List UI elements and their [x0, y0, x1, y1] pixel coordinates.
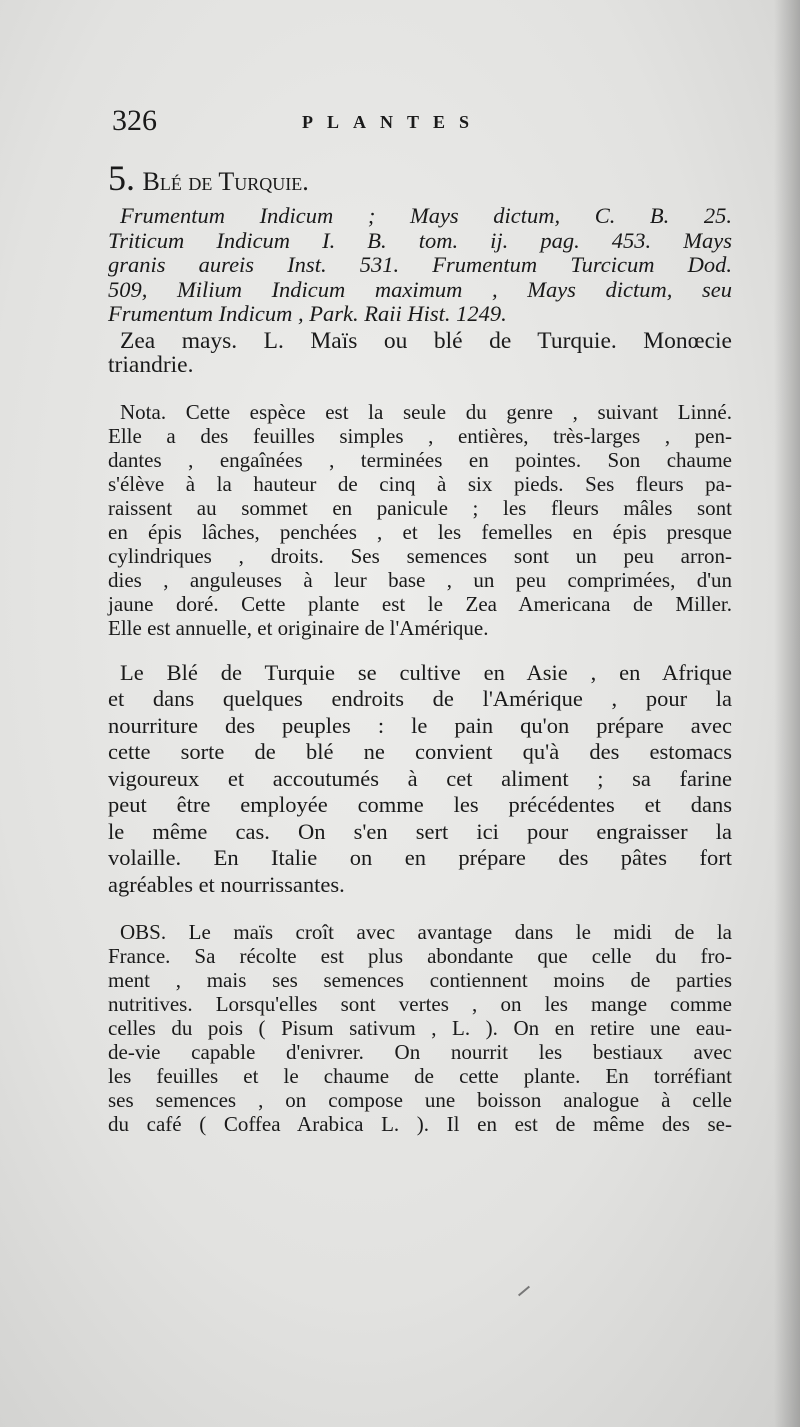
synonymy-line: Triticum Indicum I. B. tom. ij. pag. 453. Mays [108, 227, 732, 253]
linnaean-line: triandrie. [108, 352, 194, 378]
usage-line: peut être employée comme les précédentes et dans [108, 792, 732, 817]
linnaean-line: Zea mays. L. Maïs ou blé de Turquie. Monœcie [120, 327, 732, 354]
synonymy-line: granis aureis Inst. 531. Frumentum Turcicum Dod. [108, 252, 732, 277]
usage-line: volaille. En Italie on en prépare des pâtes fort [108, 845, 732, 870]
obs-line: ment , mais ses semences contiennent moins de parties [108, 968, 732, 992]
nota-line: Elle est annuelle, et originaire de l'Amérique. [108, 615, 489, 640]
obs-line: de-vie capable d'enivrer. On nourrit les bestiaux avec [108, 1040, 732, 1064]
ink-mark [518, 1286, 530, 1297]
nota-paragraph [108, 400, 732, 640]
synonymy-block [108, 204, 732, 327]
page-number: 326 [112, 104, 157, 137]
usage-paragraph [108, 660, 732, 899]
nota-line: dantes , engaînées , terminées en pointes. Son chaume [108, 447, 732, 472]
page-gutter-shadow [774, 0, 800, 1427]
usage-line: et dans quelques endroits de l'Amérique , pour la [108, 686, 732, 711]
usage-line: le même cas. On s'en sert ici pour engraisser la [108, 818, 732, 844]
synonymy-line: Frumentum Indicum ; Mays dictum, C. B. 25. [120, 203, 732, 228]
synonymy-line: 509, Milium Indicum maximum , Mays dictum, seu [108, 276, 732, 302]
entry-title: Blé de Turquie. [142, 167, 309, 196]
obs-line: ses semences , on compose une boisson analogue à celle [108, 1088, 732, 1112]
page-header [112, 104, 712, 144]
nota-line: dies , anguleuses à leur base , un peu comprimées, d'un [108, 567, 732, 592]
body-text [108, 160, 732, 1136]
nota-line: cylindriques , droits. Ses semences sont un peu arron- [108, 543, 732, 568]
usage-line: vigoureux et accoutumés à cet aliment ; sa farine [108, 765, 732, 791]
nota-line: en épis lâches, penchées , et les femelles en épis presque [108, 519, 732, 544]
nota-line: raissent au sommet en panicule ; les fleurs mâles sont [108, 495, 732, 520]
nota-line: Elle a des feuilles simples , entières, très-larges , pen- [108, 423, 732, 448]
linnaean-name-block [108, 329, 732, 378]
obs-paragraph [108, 920, 732, 1136]
obs-line: du café ( Coffea Arabica L. ). Il en est de même des se- [108, 1112, 732, 1136]
obs-line: nutritives. Lorsqu'elles sont vertes , on les mange comme [108, 992, 732, 1016]
nota-line: Nota. Cette espèce est la seule du genre , suivant Linné. [120, 399, 732, 424]
obs-line: les feuilles et le chaume de cette plante. En torréfiant [108, 1064, 732, 1088]
entry-number: 5. [108, 158, 135, 198]
running-head: PLANTES [302, 112, 484, 132]
usage-line: agréables et nourrissantes. [108, 871, 345, 897]
obs-line: OBS. Le maïs croît avec avantage dans le midi de la [120, 920, 732, 944]
nota-line: jaune doré. Cette plante est le Zea Americana de Miller. [108, 591, 732, 616]
usage-line: Le Blé de Turquie se cultive en Asie , en Afrique [120, 659, 732, 685]
obs-line: France. Sa récolte est plus abondante que celle du fro- [108, 944, 732, 968]
obs-line: celles du pois ( Pisum sativum , L. ). On en retire une eau- [108, 1016, 732, 1040]
usage-line: cette sorte de blé ne convient qu'à des estomacs [108, 739, 732, 764]
nota-line: s'élève à la hauteur de cinq à six pieds. Ses fleurs pa- [108, 471, 732, 496]
usage-line: nourriture des peuples : le pain qu'on prépare avec [108, 712, 732, 738]
synonymy-line: Frumentum Indicum , Park. Raii Hist. 1249. [108, 301, 507, 326]
entry-heading [108, 160, 732, 200]
